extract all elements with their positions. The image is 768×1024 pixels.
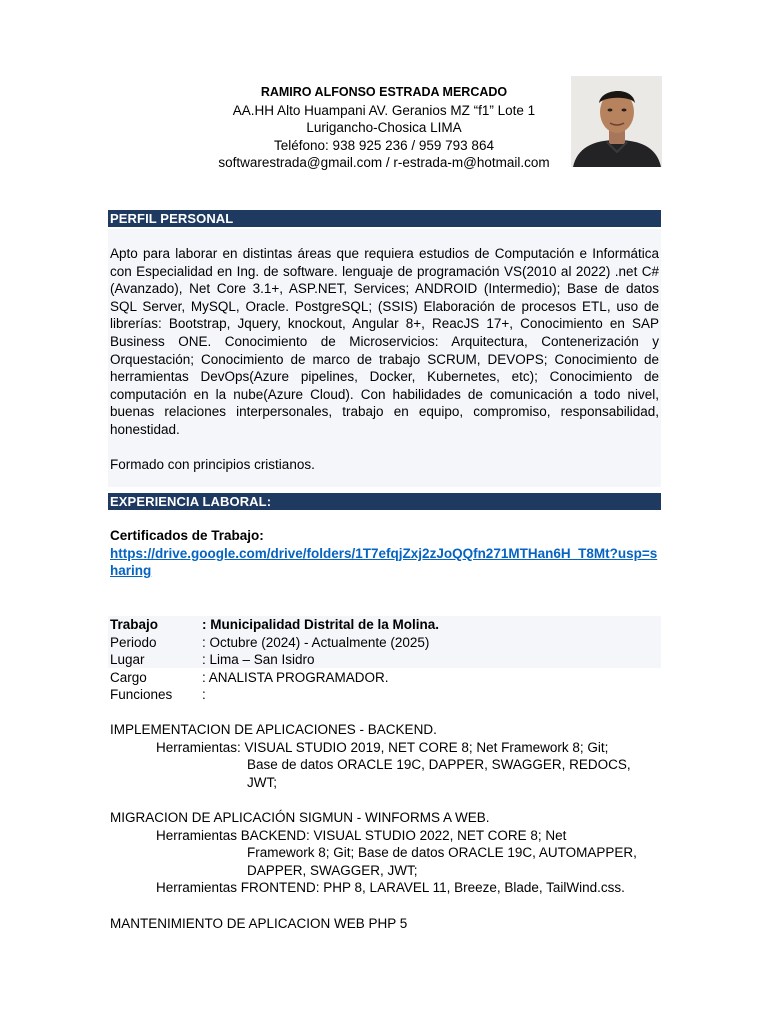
tools-label: Herramientas FRONTEND: [156,880,324,896]
profile-photo [571,76,662,167]
job-value: : [202,687,206,703]
spacer [110,897,662,915]
certificates-label: Certificados de Trabajo: [110,528,264,543]
job-row-place [110,651,662,669]
profile-formed-line: Formado con principios cristianos. [110,457,315,473]
job-key: Funciones [110,687,173,703]
indent-spacer [110,844,247,879]
tools-text: PHP 8, LARAVEL 11, Breeze, Blade, TailWind.css. [323,880,625,896]
duty-title: MANTENIMIENTO DE APLICACION WEB PHP 5 [110,915,408,931]
job-row-functions [110,686,662,704]
contact-header [180,84,588,172]
certificates-block [110,527,662,580]
profile-photo-illustration [571,76,662,167]
duty-tools-frontend [110,879,662,897]
job-key: Periodo [110,634,157,650]
phone-line: Teléfono: 938 925 236 / 959 793 864 [274,137,494,153]
job-key: Trabajo [110,617,159,632]
job-duties [110,721,662,932]
job-key: Lugar [110,652,145,668]
profile-section [110,245,659,474]
job-row-position [110,669,662,687]
address-line-1: AA.HH Alto Huampani AV. Geranios MZ “f1” Lote 1 [232,102,536,118]
address-line-2: Lurigancho-Chosica LIMA [306,120,462,135]
job-value: : Lima – San Isidro [202,652,315,668]
candidate-name: RAMIRO ALFONSO ESTRADA MERCADO [260,85,508,99]
email-line: softwarestrada@gmail.com / r-estrada-m@hotmail.com [218,155,550,170]
job-key: Cargo [110,669,147,685]
tools-label: Herramientas BACKEND: [156,827,314,843]
duty-title: IMPLEMENTACION DE APLICACIONES - BACKEND. [110,722,437,737]
experience-section-title: EXPERIENCIA LABORAL: [108,493,661,510]
tools-text-rest: Base de datos ORACLE 19C, DAPPER, SWAGGER, REDOCS, JWT; [247,757,631,790]
job-value: : ANALISTA PROGRAMADOR. [202,669,389,685]
job-value: : Octubre (2024) - Actualmente (2025) [202,634,430,650]
duty-tools-backend [110,827,662,845]
job-details [110,616,662,704]
job-row-employer [110,616,662,634]
duty-title: MIGRACION DE APLICACIÓN SIGMUN - WINFORMS A WEB. [110,809,490,825]
duty-tools [110,739,662,757]
profile-paragraph: Apto para laborar en distintas áreas que requiera estudios de Computación e Informática con Especialidad en Ing. de software. lenguaje de programación VS(2010 al 2022) .net C#(Avanzado), Net Core 3.1+, ASP.NET, Services; ANDROID (Intermedio); Base de datos SQL Server, MySQL, Oracle. PostgreSQL; (SSIS) Elaboración de procesos ETL, uso de librerías: Bootstrap, Jquery, knockout, Angular 8+, ReacJS 17+, Conocimiento en SAP Business ONE. Conocimiento de Microservicios: Arquitectura, Contenerización y Orquestación; Conocimiento de marco de trabajo SCRUM, DEVOPS; Conocimiento de herramientas DevOps(Azure pipelines, Docker, Kubernetes, etc); Conocimiento de computación en la nube(Azure Cloud). Con habilidades de comunicación a todo nivel, buenas relaciones interpersonales, trabajo en equipo, compromiso, responsabilidad, honestidad. [110,246,659,437]
job-row-period [110,634,662,652]
profile-section-title: PERFIL PERSONAL [108,210,661,227]
tools-text-line1: VISUAL STUDIO 2019, NET CORE 8; Net Framework 8; Git; [244,739,609,755]
indent-spacer [110,756,247,791]
tools-text-line1: VISUAL STUDIO 2022, NET CORE 8; Net [313,827,567,843]
job-value: : Municipalidad Distrital de la Molina. [202,617,440,632]
spacer [110,791,662,809]
duty-tools-continued [110,756,662,791]
tools-label: Herramientas: [156,739,245,755]
tools-text-rest: Framework 8; Git; Base de datos ORACLE 19C, AUTOMAPPER, DAPPER, SWAGGER, JWT; [247,845,637,878]
certificates-link[interactable]: https://drive.google.com/drive/folders/1T7efqjZxj2zJoQQfn271MTHan6H_T8Mt?usp=sharing [110,545,658,579]
duty-tools-backend-continued [110,844,662,879]
